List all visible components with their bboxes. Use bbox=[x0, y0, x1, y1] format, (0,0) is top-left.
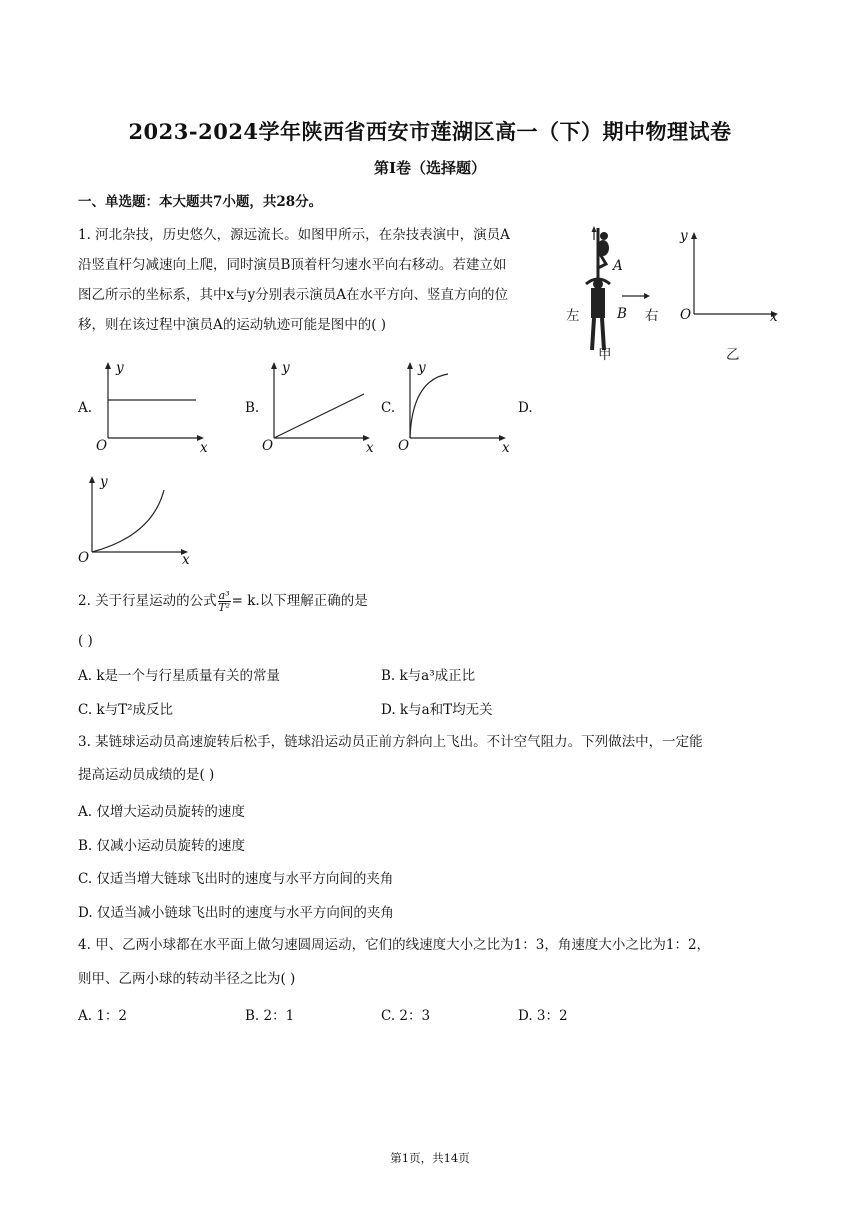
b-origin: O bbox=[262, 438, 274, 454]
figure-yi bbox=[688, 232, 783, 322]
yi-axis-x: x bbox=[770, 309, 778, 325]
q3-option-b[interactable]: B. 仅减小运动员旋转的速度 bbox=[78, 838, 246, 854]
a-axis-y: y bbox=[116, 360, 124, 376]
fig-caption-yi: 乙 bbox=[726, 347, 740, 363]
q1-line-4: 移，则在该过程中演员A的运动轨迹可能是图中的( ) bbox=[78, 317, 387, 333]
a-origin: O bbox=[96, 438, 108, 454]
q2-formula bbox=[218, 590, 231, 613]
q3-line-1: 3. 某链球运动员高速旋转后松手，链球沿运动员正前方斜向上飞出。不计空气阻力。下列做法中，一定能 bbox=[78, 734, 703, 750]
q1-line-2: 沿竖直杆匀减速向上爬，同时演员B顶着杆匀速水平向右移动。若建立如 bbox=[78, 257, 507, 273]
part-title: 第I卷（选择题） bbox=[373, 159, 487, 177]
page-title: 2023-2024学年陕西省西安市莲湖区高一（下）期中物理试卷 bbox=[128, 119, 732, 144]
b-axis-x: x bbox=[366, 440, 374, 456]
q2-option-d[interactable]: D. k与a和T均无关 bbox=[381, 702, 493, 718]
d-axis-x: x bbox=[182, 552, 190, 568]
yi-axis-y: y bbox=[680, 228, 688, 244]
q2-frac-den: T² bbox=[218, 601, 231, 614]
yi-origin: O bbox=[680, 307, 692, 323]
q4-option-d[interactable]: D. 3：2 bbox=[518, 1008, 568, 1024]
c-axis-y: y bbox=[418, 360, 426, 376]
fig-label-right: 右 bbox=[645, 308, 659, 324]
d-axis-y: y bbox=[100, 474, 108, 490]
q4-option-b[interactable]: B. 2：1 bbox=[245, 1008, 295, 1024]
fig-label-b: B bbox=[617, 306, 627, 322]
q2-paren: ( ) bbox=[78, 633, 93, 649]
d-origin: O bbox=[78, 550, 90, 566]
c-axis-x: x bbox=[502, 440, 510, 456]
q2-option-c[interactable]: C. k与T²成反比 bbox=[78, 702, 174, 718]
q1-option-c-label[interactable]: C. bbox=[381, 400, 396, 416]
q1-option-a-label[interactable]: A. bbox=[78, 400, 93, 416]
q4-option-a[interactable]: A. 1：2 bbox=[78, 1008, 128, 1024]
fig-label-left: 左 bbox=[566, 308, 580, 324]
figure-jia bbox=[562, 222, 672, 367]
q4-line-2: 则甲、乙两小球的转动半径之比为( ) bbox=[78, 971, 296, 987]
q3-option-d[interactable]: D. 仅适当减小链球飞出时的速度与水平方向间的夹角 bbox=[78, 905, 394, 921]
b-axis-y: y bbox=[282, 360, 290, 376]
a-axis-x: x bbox=[200, 440, 208, 456]
section-heading: 一、单选题：本大题共7小题，共28分。 bbox=[78, 194, 323, 210]
q2-stem bbox=[78, 590, 368, 613]
q4-option-c[interactable]: C. 2：3 bbox=[381, 1008, 431, 1024]
q1-option-d-label[interactable]: D. bbox=[518, 400, 533, 416]
page-footer: 第1页，共14页 bbox=[390, 1151, 470, 1165]
fig-caption-jia: 甲 bbox=[598, 347, 612, 363]
q1-line-1: 1. 河北杂技，历史悠久，源远流长。如图甲所示，在杂技表演中，演员A bbox=[78, 227, 510, 243]
q2-option-a[interactable]: A. k是一个与行星质量有关的常量 bbox=[78, 668, 281, 684]
q1-line-3: 图乙所示的坐标系，其中x与y分别表示演员A在水平方向、竖直方向的位 bbox=[78, 287, 508, 303]
q2-frac-num: a³ bbox=[218, 589, 230, 602]
q3-line-2: 提高运动员成绩的是( ) bbox=[78, 767, 215, 783]
fig-label-a: A bbox=[613, 258, 623, 274]
q2-prefix: 2. 关于行星运动的公式 bbox=[78, 593, 217, 609]
q2-option-b[interactable]: B. k与a³成正比 bbox=[381, 668, 476, 684]
q1-option-b-label[interactable]: B. bbox=[245, 400, 260, 416]
q3-option-c[interactable]: C. 仅适当增大链球飞出时的速度与水平方向间的夹角 bbox=[78, 871, 394, 887]
q3-option-a[interactable]: A. 仅增大运动员旋转的速度 bbox=[78, 804, 245, 820]
q2-suffix: = k.以下理解正确的是 bbox=[231, 593, 368, 609]
c-origin: O bbox=[398, 438, 410, 454]
q4-line-1: 4. 甲、乙两小球都在水平面上做匀速圆周运动，它们的线速度大小之比为1：3，角速度大小之比为1：2， bbox=[78, 937, 711, 953]
